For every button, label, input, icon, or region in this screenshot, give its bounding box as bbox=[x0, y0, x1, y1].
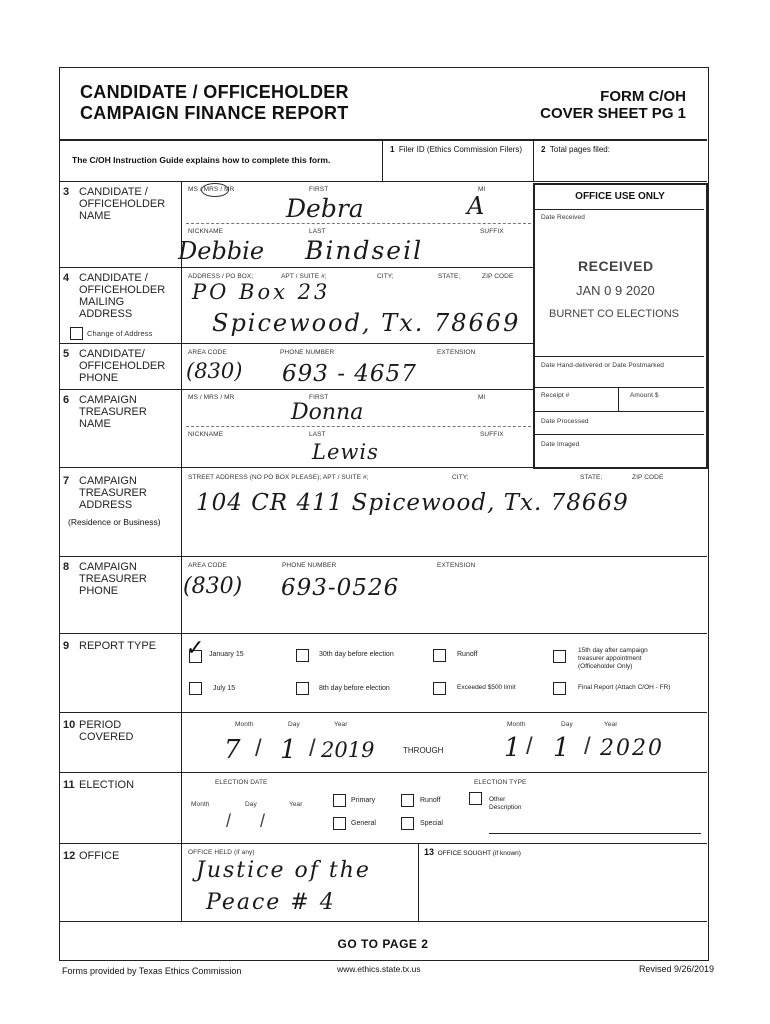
period-from-month: 7 bbox=[224, 735, 241, 765]
field-label-city: CITY; bbox=[452, 474, 469, 481]
field-label-month: Month bbox=[507, 721, 526, 728]
field-label-extension: EXTENSION bbox=[437, 562, 476, 569]
field-label-suffix: SUFFIX bbox=[480, 228, 504, 235]
date-separator-icon: / bbox=[226, 811, 232, 831]
field-label-day: Day bbox=[288, 721, 300, 728]
form-title-line1: CANDIDATE / OFFICEHOLDER bbox=[80, 82, 349, 102]
candidate-nickname: Debbie bbox=[178, 237, 265, 265]
receipt-label: Receipt # bbox=[541, 392, 570, 399]
section-12-label: 12 OFFICE bbox=[63, 850, 120, 862]
divider bbox=[186, 426, 531, 427]
section-7-label: 7 CAMPAIGN TREASURER ADDRESS bbox=[63, 475, 147, 511]
field-label-election-date: ELECTION DATE bbox=[215, 779, 268, 786]
field-label-day: Day bbox=[245, 801, 257, 808]
candidate-phone-number: 693 - 4657 bbox=[282, 361, 417, 387]
divider bbox=[59, 633, 707, 634]
report-type-july-15-checkbox[interactable] bbox=[189, 682, 202, 695]
report-type-july-15-label: July 15 bbox=[213, 685, 236, 692]
received-stamp-office: BURNET CO ELECTIONS bbox=[549, 308, 679, 320]
candidate-middle-initial: A bbox=[467, 192, 485, 220]
divider bbox=[59, 921, 707, 922]
report-type-january-15-label: January 15 bbox=[209, 651, 244, 658]
period-to-day: 1 bbox=[553, 733, 570, 763]
other-description-line bbox=[489, 833, 701, 834]
divider bbox=[59, 556, 707, 557]
section-11-label: 11 ELECTION bbox=[63, 779, 135, 791]
field-label-street: STREET ADDRESS (NO PO BOX PLEASE); APT / SUITE #; bbox=[188, 474, 369, 481]
field-label-phone: PHONE NUMBER bbox=[282, 562, 337, 569]
candidate-last-name: Bindseil bbox=[305, 236, 424, 265]
field-label-state: STATE; bbox=[580, 474, 603, 481]
divider bbox=[382, 139, 383, 181]
title-circle bbox=[201, 183, 229, 197]
filer-id-label: 1 Filer ID (Ethics Commission Filers) bbox=[390, 145, 523, 154]
date-separator-icon: / bbox=[584, 733, 591, 760]
report-type-final-label: Final Report (Attach C/OH - FR) bbox=[578, 684, 671, 691]
field-label-zip: ZIP CODE bbox=[632, 474, 664, 481]
divider bbox=[618, 387, 619, 411]
date-separator-icon: / bbox=[526, 733, 533, 760]
section-10-label: 10 PERIOD COVERED bbox=[63, 719, 134, 743]
report-type-exceeded-checkbox[interactable] bbox=[433, 682, 446, 695]
field-label-nickname: NICKNAME bbox=[188, 228, 224, 235]
field-label-area-code: AREA CODE bbox=[188, 562, 227, 569]
field-label-office-held: OFFICE HELD (if any) bbox=[188, 849, 255, 856]
office-held-line1: Justice of the bbox=[196, 858, 371, 883]
field-label-year: Year bbox=[334, 721, 348, 728]
through-label: THROUGH bbox=[403, 746, 444, 755]
report-type-30-day-checkbox[interactable] bbox=[296, 649, 309, 662]
field-label-office-sought: 13 OFFICE SOUGHT (if known) bbox=[424, 847, 521, 857]
section-4-label: 4 CANDIDATE / OFFICEHOLDER MAILING ADDRESS bbox=[63, 272, 166, 320]
election-runoff-label: Runoff bbox=[420, 797, 441, 804]
date-separator-icon: / bbox=[260, 811, 266, 831]
report-type-30-day-label: 30th day before election bbox=[319, 651, 394, 658]
field-label-first: FIRST bbox=[309, 186, 329, 193]
field-label-title: MS / MRS / MR bbox=[188, 394, 235, 401]
field-label-state: STATE; bbox=[438, 273, 461, 280]
change-of-address-checkbox[interactable] bbox=[70, 327, 83, 340]
election-primary-label: Primary bbox=[351, 797, 376, 804]
field-label-election-type: ELECTION TYPE bbox=[474, 779, 527, 786]
field-label-last: LAST bbox=[309, 431, 326, 438]
field-label-phone: PHONE NUMBER bbox=[280, 349, 335, 356]
election-general-label: General bbox=[351, 820, 376, 827]
report-type-8-day-checkbox[interactable] bbox=[296, 682, 309, 695]
instruction-text: The C/OH Instruction Guide explains how to complete this form. bbox=[72, 155, 331, 165]
election-general-checkbox[interactable] bbox=[333, 817, 346, 830]
election-other-checkbox[interactable] bbox=[469, 792, 482, 805]
field-label-city: CITY; bbox=[377, 273, 394, 280]
field-label-first: FIRST bbox=[309, 394, 329, 401]
field-label-area-code: AREA CODE bbox=[188, 349, 227, 356]
divider bbox=[535, 387, 704, 388]
treasurer-last-name: Lewis bbox=[312, 440, 379, 464]
divider bbox=[535, 356, 704, 357]
treasurer-address: 104 CR 411 Spicewood, Tx. 78669 bbox=[196, 490, 629, 516]
field-label-title: MS / MRS / MR bbox=[188, 186, 235, 193]
report-type-runoff-checkbox[interactable] bbox=[433, 649, 446, 662]
amount-label: Amount $ bbox=[630, 392, 659, 399]
field-label-nickname: NICKNAME bbox=[188, 431, 224, 438]
election-runoff-checkbox[interactable] bbox=[401, 794, 414, 807]
section-8-label: 8 CAMPAIGN TREASURER PHONE bbox=[63, 561, 147, 597]
election-special-label: Special bbox=[420, 820, 443, 827]
form-id-line1: FORM C/OH bbox=[600, 88, 686, 105]
section-7-sublabel: (Residence or Business) bbox=[68, 517, 161, 527]
section-3-label: 3 CANDIDATE / OFFICEHOLDER NAME bbox=[63, 186, 166, 222]
office-use-box bbox=[533, 183, 708, 469]
divider bbox=[59, 843, 707, 844]
office-use-title: OFFICE USE ONLY bbox=[575, 191, 665, 202]
field-label-zip: ZIP CODE bbox=[482, 273, 514, 280]
office-held-line2: Peace # 4 bbox=[206, 890, 336, 915]
candidate-area-code: (830) bbox=[186, 359, 243, 383]
field-label-mi: MI bbox=[478, 186, 486, 193]
total-pages-label: 2 Total pages filed: bbox=[541, 145, 610, 154]
label-column-divider bbox=[181, 181, 182, 921]
divider bbox=[59, 467, 707, 468]
date-separator-icon: / bbox=[255, 735, 262, 762]
treasurer-area-code: (830) bbox=[183, 574, 243, 599]
date-imaged-label: Date Imaged bbox=[541, 441, 580, 448]
treasurer-first-name: Donna bbox=[291, 400, 364, 425]
field-label-suffix: SUFFIX bbox=[480, 431, 504, 438]
field-label-day: Day bbox=[561, 721, 573, 728]
election-primary-checkbox[interactable] bbox=[333, 794, 346, 807]
divider bbox=[59, 389, 533, 390]
form-title-line2: CAMPAIGN FINANCE REPORT bbox=[80, 103, 349, 123]
divider bbox=[59, 343, 533, 344]
received-stamp: RECEIVED bbox=[578, 258, 654, 274]
date-separator-icon: / bbox=[309, 735, 316, 762]
period-to-month: 1 bbox=[504, 733, 521, 763]
divider bbox=[535, 209, 704, 210]
section-5-label: 5 CANDIDATE/ OFFICEHOLDER PHONE bbox=[63, 348, 166, 384]
date-hand-delivered-label: Date Hand-delivered or Date Postmarked bbox=[541, 362, 665, 369]
period-from-day: 1 bbox=[280, 735, 297, 765]
field-label-year: Year bbox=[604, 721, 618, 728]
go-to-page-2: GO TO PAGE 2 bbox=[337, 937, 429, 951]
treasurer-phone-number: 693-0526 bbox=[281, 575, 400, 601]
check-mark-icon: ✓ bbox=[186, 636, 205, 661]
election-other-label: Other Description bbox=[489, 796, 522, 811]
divider bbox=[59, 267, 533, 268]
form-id-line2: COVER SHEET PG 1 bbox=[540, 105, 686, 122]
footer-url: www.ethics.state.tx.us bbox=[337, 964, 421, 974]
footer-revised: Revised 9/26/2019 bbox=[638, 964, 714, 974]
report-type-runoff-label: Runoff bbox=[457, 651, 478, 658]
candidate-first-name: Debra bbox=[286, 194, 364, 223]
field-label-last: LAST bbox=[309, 228, 326, 235]
divider bbox=[186, 223, 531, 224]
report-type-8-day-label: 8th day before election bbox=[319, 685, 390, 692]
field-label-month: Month bbox=[191, 801, 210, 808]
field-label-apt: APT / SUITE #; bbox=[281, 273, 327, 280]
report-type-final-checkbox[interactable] bbox=[553, 682, 566, 695]
date-received-label: Date Received bbox=[541, 214, 585, 221]
divider bbox=[59, 772, 707, 773]
date-processed-label: Date Processed bbox=[541, 418, 589, 425]
report-type-15th-day-checkbox[interactable] bbox=[553, 650, 566, 663]
candidate-address-line1: PO Box 23 bbox=[192, 280, 331, 304]
field-label-month: Month bbox=[235, 721, 254, 728]
candidate-address-line2: Spicewood, Tx. 78669 bbox=[212, 309, 521, 337]
divider bbox=[418, 843, 419, 921]
change-of-address-label: Change of Address bbox=[87, 329, 153, 338]
field-label-mi: MI bbox=[478, 394, 486, 401]
footer-provided-by: Forms provided by Texas Ethics Commission bbox=[62, 966, 242, 976]
period-to-year: 2020 bbox=[600, 736, 664, 761]
period-from-year: 2019 bbox=[321, 738, 375, 762]
field-label-year: Year bbox=[289, 801, 303, 808]
divider bbox=[59, 181, 707, 182]
section-6-label: 6 CAMPAIGN TREASURER NAME bbox=[63, 394, 147, 430]
field-label-address: ADDRESS / PO BOX; bbox=[188, 273, 254, 280]
field-label-extension: EXTENSION bbox=[437, 349, 476, 356]
divider bbox=[533, 139, 534, 181]
header-divider bbox=[59, 139, 707, 141]
divider bbox=[535, 434, 704, 435]
section-9-label: 9 REPORT TYPE bbox=[63, 640, 157, 652]
report-type-exceeded-label: Exceeded $500 limit bbox=[457, 684, 516, 691]
divider bbox=[535, 411, 704, 412]
report-type-15th-day-label: 15th day after campaign treasurer appointment (Officeholder Only) bbox=[578, 647, 648, 670]
divider bbox=[59, 712, 707, 713]
received-stamp-date: JAN 0 9 2020 bbox=[576, 283, 655, 298]
election-special-checkbox[interactable] bbox=[401, 817, 414, 830]
